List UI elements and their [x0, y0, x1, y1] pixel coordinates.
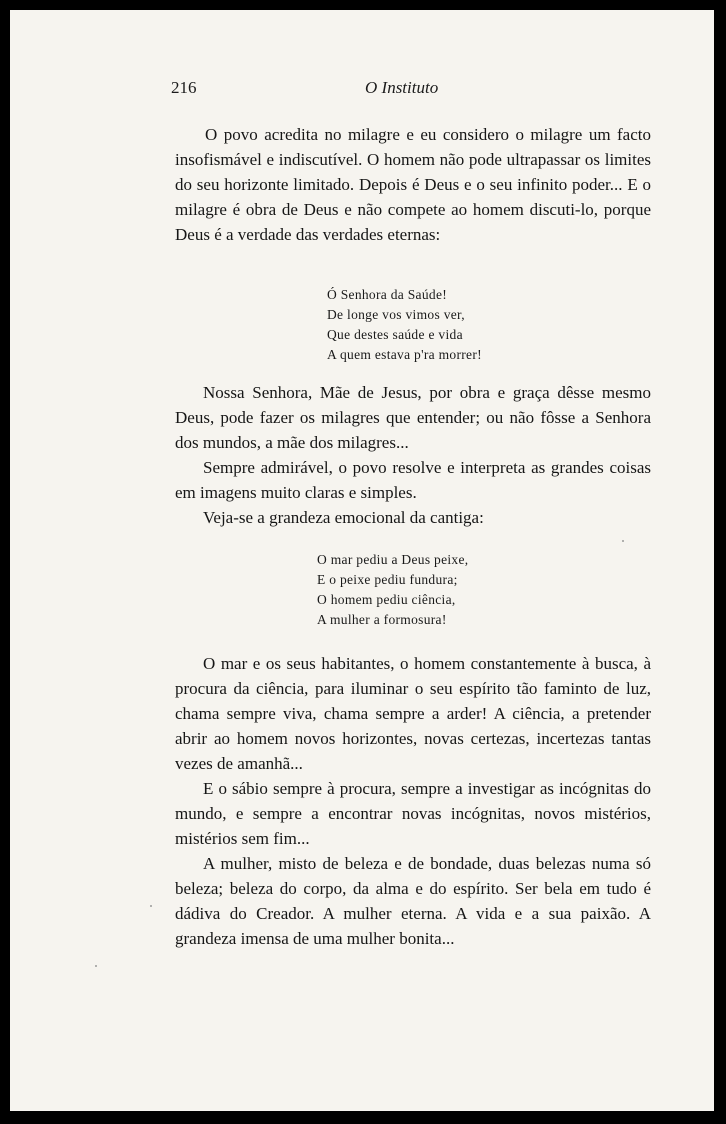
paper-speck: [95, 965, 97, 967]
verse-line: A mulher a formosura!: [317, 612, 447, 627]
paragraph: O povo acredita no milagre e eu considero o milagre um facto insofismável e indiscutível. O homem não pode ultrapassar os limites do seu horizonte limitado. Depois é Deus e o seu infinito poder... E o milagre é obra de Deus e não compete ao homem discuti-lo, porque Deus é a verdade das verdades eternas:: [175, 125, 651, 244]
page-header: [171, 78, 651, 106]
text-block-2: [175, 380, 651, 530]
paragraph: A mulher, misto de beleza e de bondade, duas belezas numa só beleza; beleza do corpo, da alma e do espírito. Ser bela em tudo é dádiva do Creador. A mulher eterna. A vida e a sua paixão. A grandeza imensa de uma mulher bonita...: [175, 854, 651, 948]
verse-stanza-1: [327, 285, 482, 365]
text-block-1: [175, 122, 651, 247]
paragraph: O mar e os seus habitantes, o homem constantemente à busca, à procura da ciência, para iluminar o seu espírito tão faminto de luz, chama sempre viva, chama sempre a arder! A ciência, a pretender abrir ao homem novos horizontes, novas certezas, incertezas tantas vezes de amanhã...: [175, 654, 651, 773]
running-title: O Instituto: [365, 78, 439, 97]
text-block-3: [175, 651, 651, 951]
paragraph: Veja-se a grandeza emocional da cantiga:: [203, 508, 484, 527]
book-page: [10, 10, 714, 1111]
verse-line: A quem estava p'ra morrer!: [327, 347, 482, 362]
verse-line: Que destes saúde e vida: [327, 327, 463, 342]
page-number: 216: [171, 78, 197, 97]
paragraph: E o sábio sempre à procura, sempre a investigar as incógnitas do mundo, e sempre a encontrar novas incógnitas, novos mistérios, mistérios sem fim...: [175, 779, 651, 848]
paragraph: Sempre admirável, o povo resolve e interpreta as grandes coisas em imagens muito claras e simples.: [175, 458, 651, 502]
verse-line: Ó Senhora da Saúde!: [327, 287, 448, 302]
verse-line: De longe vos vimos ver,: [327, 307, 465, 322]
paragraph: Nossa Senhora, Mãe de Jesus, por obra e graça dêsse mesmo Deus, pode fazer os milagres que entender; ou não fôsse a Senhora dos mundos, a mãe dos milagres...: [175, 383, 651, 452]
verse-stanza-2: [317, 550, 468, 630]
verse-line: O mar pediu a Deus peixe,: [317, 552, 469, 567]
paper-speck: [622, 540, 624, 542]
verse-line: E o peixe pediu fundura;: [317, 572, 458, 587]
verse-line: O homem pediu ciência,: [317, 592, 456, 607]
paper-speck: [150, 905, 152, 907]
